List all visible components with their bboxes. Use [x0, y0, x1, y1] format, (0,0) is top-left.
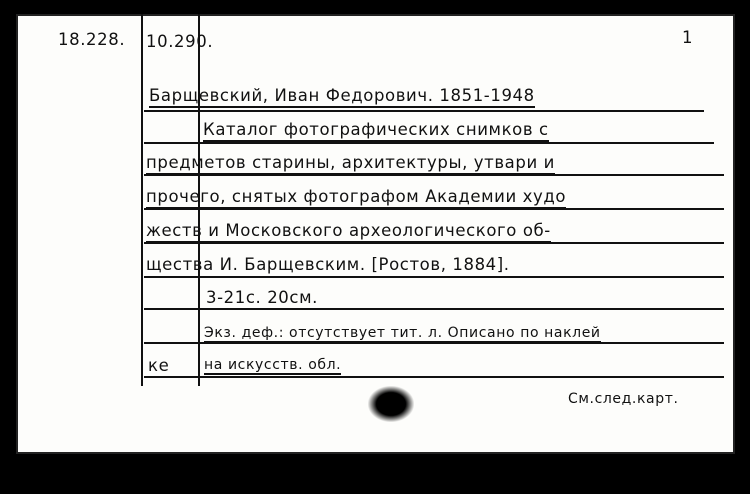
call-number-right: 10.290.: [146, 32, 214, 51]
title-line-1: Каталог фотографических снимков с: [203, 122, 549, 142]
collation: 3-21с. 20см.: [206, 288, 318, 307]
rule-6: [144, 276, 724, 278]
card-number: 1: [682, 28, 694, 47]
rule-7: [144, 308, 724, 310]
title-line-2: предметов старины, архитектуры, утвари и: [146, 155, 555, 175]
rule-2: [144, 142, 714, 144]
title-line-4: жеств и Московского археологического об-: [146, 223, 551, 243]
see-next-card: См.след.карт.: [568, 391, 679, 407]
call-number-left: 18.228.: [58, 30, 126, 49]
catalog-card: [16, 14, 735, 454]
rule-9: [144, 376, 724, 378]
author-heading: Барщевский, Иван Федорович. 1851-1948: [149, 88, 535, 108]
note-line-2-margin: ке: [148, 356, 170, 375]
title-line-5: щества И. Барщевским. [Ростов, 1884].: [146, 255, 510, 274]
note-line-2: на искусств. обл.: [204, 357, 342, 373]
note-line-1: Экз. деф.: отсутствует тит. л. Описано по наклей: [204, 325, 601, 341]
margin-rule-left: [141, 14, 143, 386]
ink-smudge: [368, 386, 414, 422]
title-line-3: прочего, снятых фотографом Академии худо: [146, 189, 566, 209]
rule-1: [144, 110, 704, 112]
